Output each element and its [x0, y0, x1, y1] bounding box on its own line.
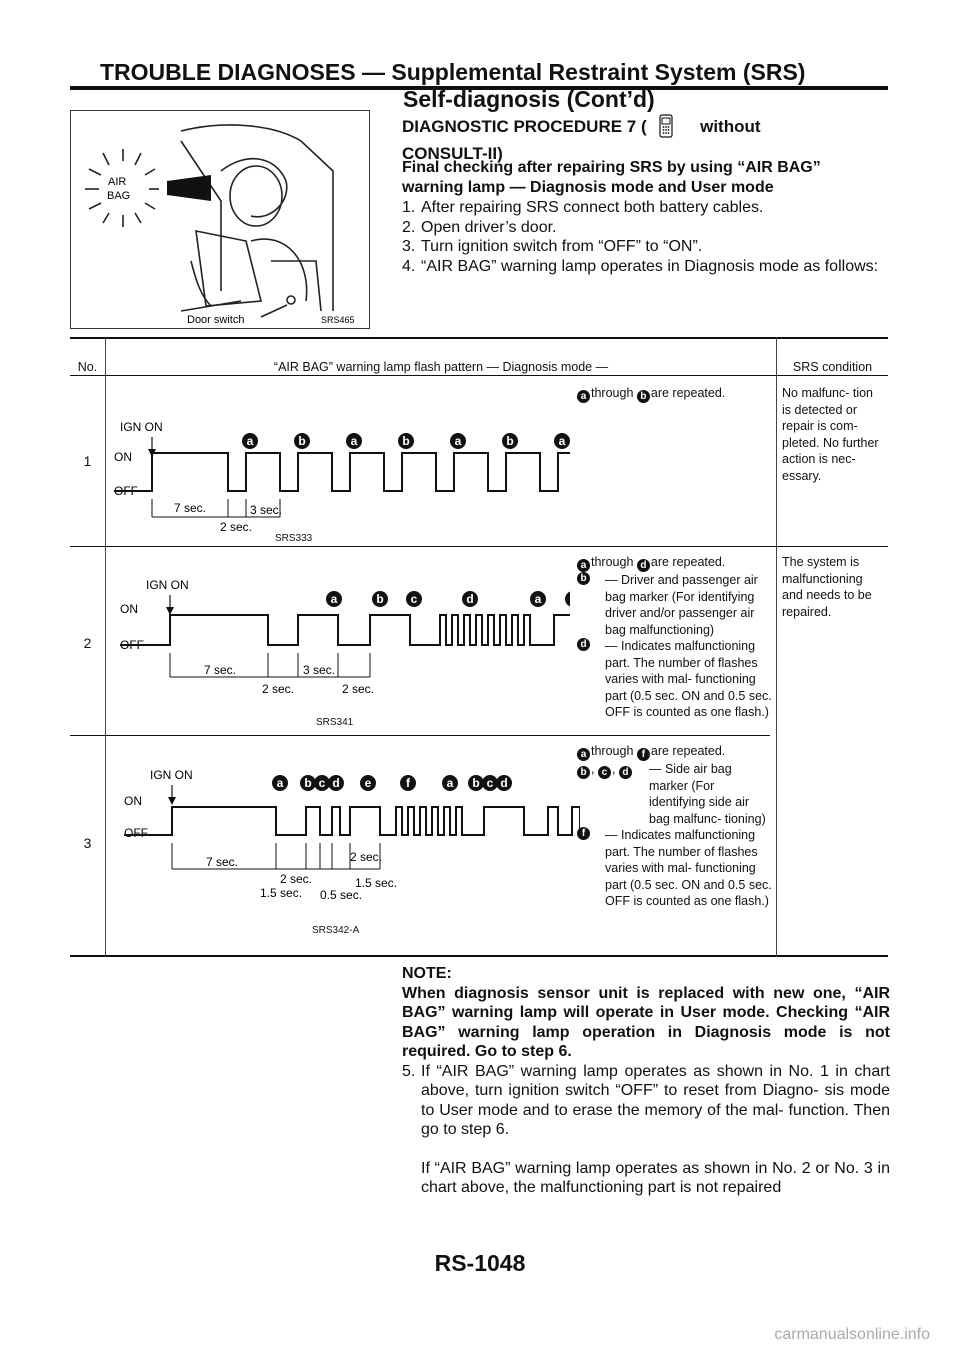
note-text: When diagnosis sensor unit is replaced with new one, “AIR BAG” warning lamp will operate in User mode. Checking “AIR BAG” warning lamp operation in Diagnosis mode is not required. Go to step 6.: [402, 984, 890, 1060]
flash-pattern-chart-1: [110, 407, 570, 547]
marker-b-icon: b: [637, 390, 650, 403]
consult-tool-icon: [653, 114, 679, 143]
marker-c-label: c: [318, 776, 326, 790]
marker-b-label: b: [304, 776, 312, 790]
t7-label: 7 sec.: [204, 663, 237, 677]
marker-f-label: f: [406, 776, 410, 790]
row-2-ref: SRS341: [316, 717, 354, 728]
door-switch-label: Door switch: [187, 314, 245, 326]
marker-b-label: [569, 592, 570, 606]
off-label: OFF: [124, 826, 148, 840]
marker-a-icon: a: [577, 748, 590, 761]
marker-b-label: b: [376, 592, 384, 606]
procedure-heading-line1: Final checking after repairing SRS by using “AIR BAG”: [402, 159, 821, 176]
ign-on-label: IGN ON: [146, 578, 189, 592]
col-header-condition: SRS condition: [792, 360, 873, 374]
procedure-title-part1: DIAGNOSTIC PROCEDURE 7 (: [402, 117, 647, 136]
door-switch-figure: [70, 110, 370, 329]
marker-a-label: a: [246, 434, 254, 448]
marker-c-icon: c: [598, 766, 611, 779]
marker-a-label: a: [330, 592, 338, 606]
page-number: RS-1048: [434, 1250, 526, 1276]
row-2-condition: The system is malfunctioning and needs to be repaired.: [782, 555, 872, 619]
row-1-desc: a through b are repeated.: [577, 385, 772, 403]
marker-b-label: b: [402, 434, 410, 448]
marker-a-icon: a: [577, 559, 590, 572]
t15-label-b: 1.5 sec.: [355, 876, 398, 890]
t7-label: 7 sec.: [174, 501, 207, 515]
marker-c-label: c: [486, 776, 494, 790]
t2-label: 2 sec.: [280, 872, 313, 886]
marker-a-label: a: [534, 592, 542, 606]
marker-b-icon: b: [577, 766, 590, 779]
marker-a-label: a: [446, 776, 454, 790]
marker-d-label: d: [500, 776, 508, 790]
t2-label-b: 2 sec.: [342, 682, 375, 696]
row-2-no: 2: [83, 635, 92, 651]
col-header-pattern: “AIR BAG” warning lamp flash pattern — Diagnosis mode —: [273, 360, 609, 374]
marker-d-icon: d: [619, 766, 632, 779]
row-1-ref: SRS333: [275, 533, 313, 544]
t2-label-top: 2 sec.: [350, 850, 383, 864]
marker-a-label: a: [558, 434, 566, 448]
t3-label: 3 sec.: [250, 503, 283, 517]
row-3-no: 3: [83, 835, 92, 851]
on-label: ON: [120, 602, 138, 616]
page-title: TROUBLE DIAGNOSES — Supplemental Restraint System (SRS): [100, 59, 806, 85]
flash-pattern-chart-2: [110, 577, 570, 737]
t2-label: 2 sec.: [220, 520, 253, 534]
t15-label: 1.5 sec.: [260, 886, 303, 900]
marker-b-label: b: [506, 434, 514, 448]
lamp-label-air: AIR: [108, 176, 127, 188]
note-section: [402, 964, 890, 1198]
marker-b-label: b: [298, 434, 306, 448]
procedure-title: [402, 114, 890, 164]
row-2-desc: a through d are repeated. b — Driver and passenger air bag marker (For identifying driver and/or passenger air bag malfunctioning) d — Indicates malfunctioning part. The number of flashes varies with mal- functioning part (0.5 sec. ON and 0.5 sec. OFF is counted as one flash.): [577, 554, 772, 721]
procedure-title-line2: CONSULT-II): [402, 144, 503, 163]
door-switch-illustration: [71, 111, 368, 327]
marker-d-label: d: [466, 592, 474, 606]
procedure-heading: [402, 158, 890, 197]
flash-pattern-chart-3: [110, 765, 580, 935]
marker-f-icon: f: [577, 827, 590, 840]
step-4: 4. “AIR BAG” warning lamp operates in Diagnosis mode as follows:: [402, 257, 879, 275]
step-5-continued: If “AIR BAG” warning lamp operates as shown in No. 2 or No. 3 in chart above, the malfunctioning part is not repaired: [421, 1159, 890, 1196]
procedure-steps: [402, 198, 890, 276]
on-label: ON: [124, 794, 142, 808]
marker-d-icon: d: [637, 559, 650, 572]
step-3: 3. Turn ignition switch from “OFF” to “ON”.: [402, 238, 703, 255]
note-label: NOTE:: [402, 965, 452, 982]
figure-ref: SRS465: [321, 315, 355, 325]
t05-label: 0.5 sec.: [320, 888, 363, 902]
marker-f-icon: f: [637, 748, 650, 761]
marker-a-label: a: [276, 776, 284, 790]
t2-label: 2 sec.: [262, 682, 295, 696]
marker-b-icon: b: [577, 572, 590, 585]
t7-label: 7 sec.: [206, 855, 239, 869]
off-label: OFF: [114, 484, 138, 498]
marker-c-label: c: [410, 592, 418, 606]
watermark: carmanualsonline.info: [774, 1326, 930, 1343]
step-5: 5. If “AIR BAG” warning lamp operates as shown in No. 1 in chart above, turn ignition switch “OFF” to reset from Diagno- sis mode to User mode and to erase the memory of the mal- function. Then go to step 6.: [402, 1062, 890, 1138]
row-1-condition: No malfunc- tion is detected or repair is com- pleted. No further action is nec- essary.: [782, 386, 879, 483]
on-label: ON: [114, 450, 132, 464]
marker-d-icon: d: [577, 638, 590, 651]
step-1: 1. After repairing SRS connect both battery cables.: [402, 199, 764, 216]
section-subtitle: Self-diagnosis (Cont’d): [403, 86, 655, 112]
marker-e-label: e: [364, 776, 372, 790]
flash-pattern-table: [70, 337, 888, 957]
marker-a-icon: a: [577, 390, 590, 403]
procedure-heading-line2: warning lamp — Diagnosis mode and User mode: [402, 178, 774, 196]
row-3-ref: SRS342-A: [312, 925, 360, 936]
off-label: OFF: [120, 638, 144, 652]
step-2: 2. Open driver’s door.: [402, 218, 557, 236]
col-header-no: No.: [77, 360, 98, 374]
marker-b-label: b: [472, 776, 480, 790]
marker-a-label: a: [350, 434, 358, 448]
procedure-title-part2: without: [700, 117, 761, 136]
t3-label: 3 sec.: [303, 663, 336, 677]
marker-a-label: a: [454, 434, 462, 448]
ign-on-label: IGN ON: [120, 420, 163, 434]
row-3-desc: a through f are repeated. b , c , d — Side air bag marker (For identifying side air bag malfunc- tioning) f — Indicates malfunctioning part. The number of flashes varies with mal- functioning part (0.5 sec. ON and 0.5 sec. OFF is counted as one flash.): [577, 743, 772, 910]
row-1-no: 1: [83, 453, 92, 469]
marker-d-label: d: [332, 776, 340, 790]
ign-on-label: IGN ON: [150, 768, 193, 782]
lamp-label-bag: BAG: [107, 190, 131, 202]
